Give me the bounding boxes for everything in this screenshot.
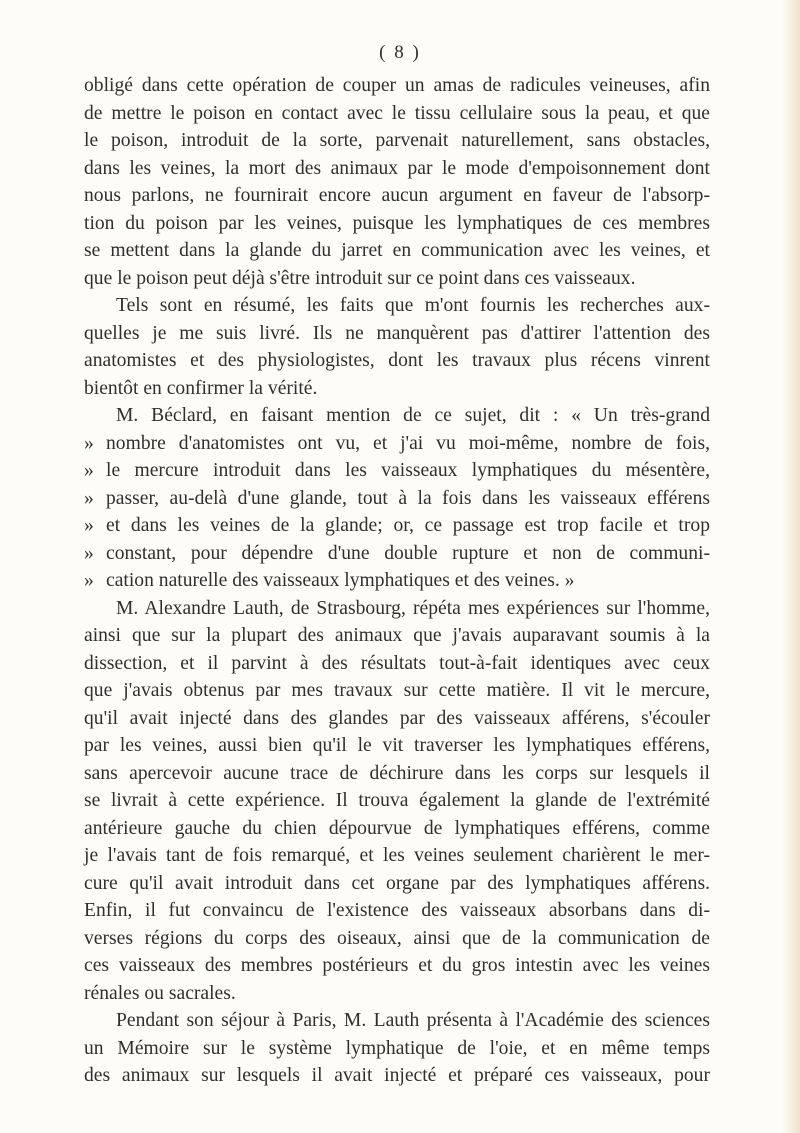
text-line <box>84 842 710 870</box>
quote-mark: » <box>84 432 94 454</box>
text-line <box>84 622 710 650</box>
text-line <box>84 925 710 953</box>
line-text: le poison, introduit de la sorte, parvenait naturellement, sans obstacles, <box>84 130 710 151</box>
text-line <box>84 457 710 485</box>
text-line <box>84 787 710 815</box>
line-text: passer, au-delà d'une glande, tout à la fois dans les vaisseaux efférens <box>106 487 710 509</box>
text-line <box>84 650 710 678</box>
text-line <box>84 127 710 155</box>
line-text: cation naturelle des vaisseaux lymphatiques et des veines. » <box>106 570 575 591</box>
text-line <box>84 512 710 540</box>
quote-mark: » <box>84 515 94 536</box>
text-line <box>84 237 710 265</box>
line-text: et dans les veines de la glande; or, ce passage est trop facile et trop <box>106 515 710 536</box>
line-text: je l'avais tant de fois remarqué, et les veines seulement charièrent le mer- <box>84 845 710 866</box>
line-text: quelles je me suis livré. Ils ne manquèrent pas d'attirer l'attention des <box>84 322 710 344</box>
text-line <box>84 292 710 320</box>
line-text: que le poison peut déjà s'être introduit sur ce point dans ces vaisseaux. <box>84 267 636 289</box>
text-line <box>84 815 710 843</box>
text-line <box>84 210 710 238</box>
line-text: M. Béclard, en faisant mention de ce sujet, dit : « Un très-grand <box>116 405 710 426</box>
line-text: qu'il avait injecté dans des glandes par des vaisseaux afférens, s'écouler <box>84 707 710 729</box>
line-text: constant, pour dépendre d'une double rupture et non de communi- <box>106 542 710 564</box>
line-text: tion du poison par les veines, puisque les lymphatiques de ces membres <box>84 212 710 234</box>
text-line <box>84 567 710 595</box>
text-line <box>84 595 710 623</box>
text-line <box>84 897 710 925</box>
line-text: le mercure introduit dans les vaisseaux lymphatiques du mésentère, <box>106 460 710 481</box>
line-text: ces vaisseaux des membres postérieurs et du gros intestin avec les veines <box>84 955 710 976</box>
text-line <box>84 677 710 705</box>
line-text: des animaux sur lesquels il avait injecté et préparé ces vaisseaux, pour <box>84 1065 710 1086</box>
quote-mark: » <box>84 460 94 481</box>
page-edge-shading <box>782 0 800 1133</box>
line-text: sans apercevoir aucune trace de déchirure dans les corps sur lesquels il <box>84 762 710 784</box>
body-text <box>84 72 710 1090</box>
text-line <box>84 155 710 183</box>
text-line <box>84 100 710 128</box>
text-line <box>84 402 710 430</box>
text-line <box>84 980 710 1008</box>
text-line <box>84 952 710 980</box>
line-text: cure qu'il avait introduit dans cet organe par des lymphatiques afférens. <box>84 872 710 894</box>
text-line <box>84 182 710 210</box>
text-line <box>84 732 710 760</box>
line-text: un Mémoire sur le système lymphatique de l'oie, et en même temps <box>84 1037 710 1059</box>
line-text: anatomistes et des physiologistes, dont les travaux plus récens vinrent <box>84 350 710 371</box>
page-number: ( 8 ) <box>379 42 421 63</box>
line-text: Pendant son séjour à Paris, M. Lauth présenta à l'Académie des sciences <box>116 1010 710 1031</box>
line-text: dans les veines, la mort des animaux par le mode d'empoisonnement dont <box>84 157 710 179</box>
line-text: rénales ou sacrales. <box>84 982 236 1004</box>
text-line <box>84 320 710 348</box>
quote-mark: » <box>84 570 94 591</box>
line-text: verses régions du corps des oiseaux, ainsi que de la communication de <box>84 927 710 949</box>
line-text: Enfin, il fut convaincu de l'existence des vaisseaux absorbans dans di- <box>84 900 710 921</box>
line-text: dissection, et il parvint à des résultats tout-à-fait identiques avec ceux <box>84 652 710 674</box>
line-text: par les veines, aussi bien qu'il le vit traverser les lymphatiques efférens, <box>84 735 710 756</box>
text-line <box>84 760 710 788</box>
text-line <box>84 347 710 375</box>
text-line <box>84 870 710 898</box>
line-text: de mettre le poison en contact avec le tissu cellulaire sous la peau, et que <box>84 102 710 124</box>
line-text: se livrait à cette expérience. Il trouva également la glande de l'extrémité <box>84 790 710 811</box>
line-text: se mettent dans la glande du jarret en communication avec les veines, et <box>84 240 710 261</box>
text-line <box>84 1035 710 1063</box>
line-text: M. Alexandre Lauth, de Strasbourg, répéta mes expériences sur l'homme, <box>116 597 710 619</box>
text-line <box>84 1007 710 1035</box>
line-text: antérieure gauche du chien dépourvue de lymphatiques efférens, comme <box>84 817 710 839</box>
text-line <box>84 430 710 458</box>
quote-mark: » <box>84 542 94 564</box>
text-line <box>84 375 710 403</box>
line-text: que j'avais obtenus par mes travaux sur cette matière. Il vit le mercure, <box>84 680 710 701</box>
line-text: Tels sont en résumé, les faits que m'ont fournis les recherches aux- <box>116 295 710 316</box>
quote-mark: » <box>84 487 94 509</box>
text-line <box>84 705 710 733</box>
text-line <box>84 265 710 293</box>
text-line <box>84 1062 710 1090</box>
line-text: bientôt en confirmer la vérité. <box>84 377 318 399</box>
text-line <box>84 540 710 568</box>
text-line <box>84 72 710 100</box>
line-text: obligé dans cette opération de couper un amas de radicules veineuses, afin <box>84 75 710 96</box>
line-text: ainsi que sur la plupart des animaux que j'avais auparavant soumis à la <box>84 625 710 646</box>
line-text: nous parlons, ne fournirait encore aucun argument en faveur de l'absorp- <box>84 185 710 206</box>
text-line <box>84 485 710 513</box>
line-text: nombre d'anatomistes ont vu, et j'ai vu moi-même, nombre de fois, <box>106 432 710 454</box>
